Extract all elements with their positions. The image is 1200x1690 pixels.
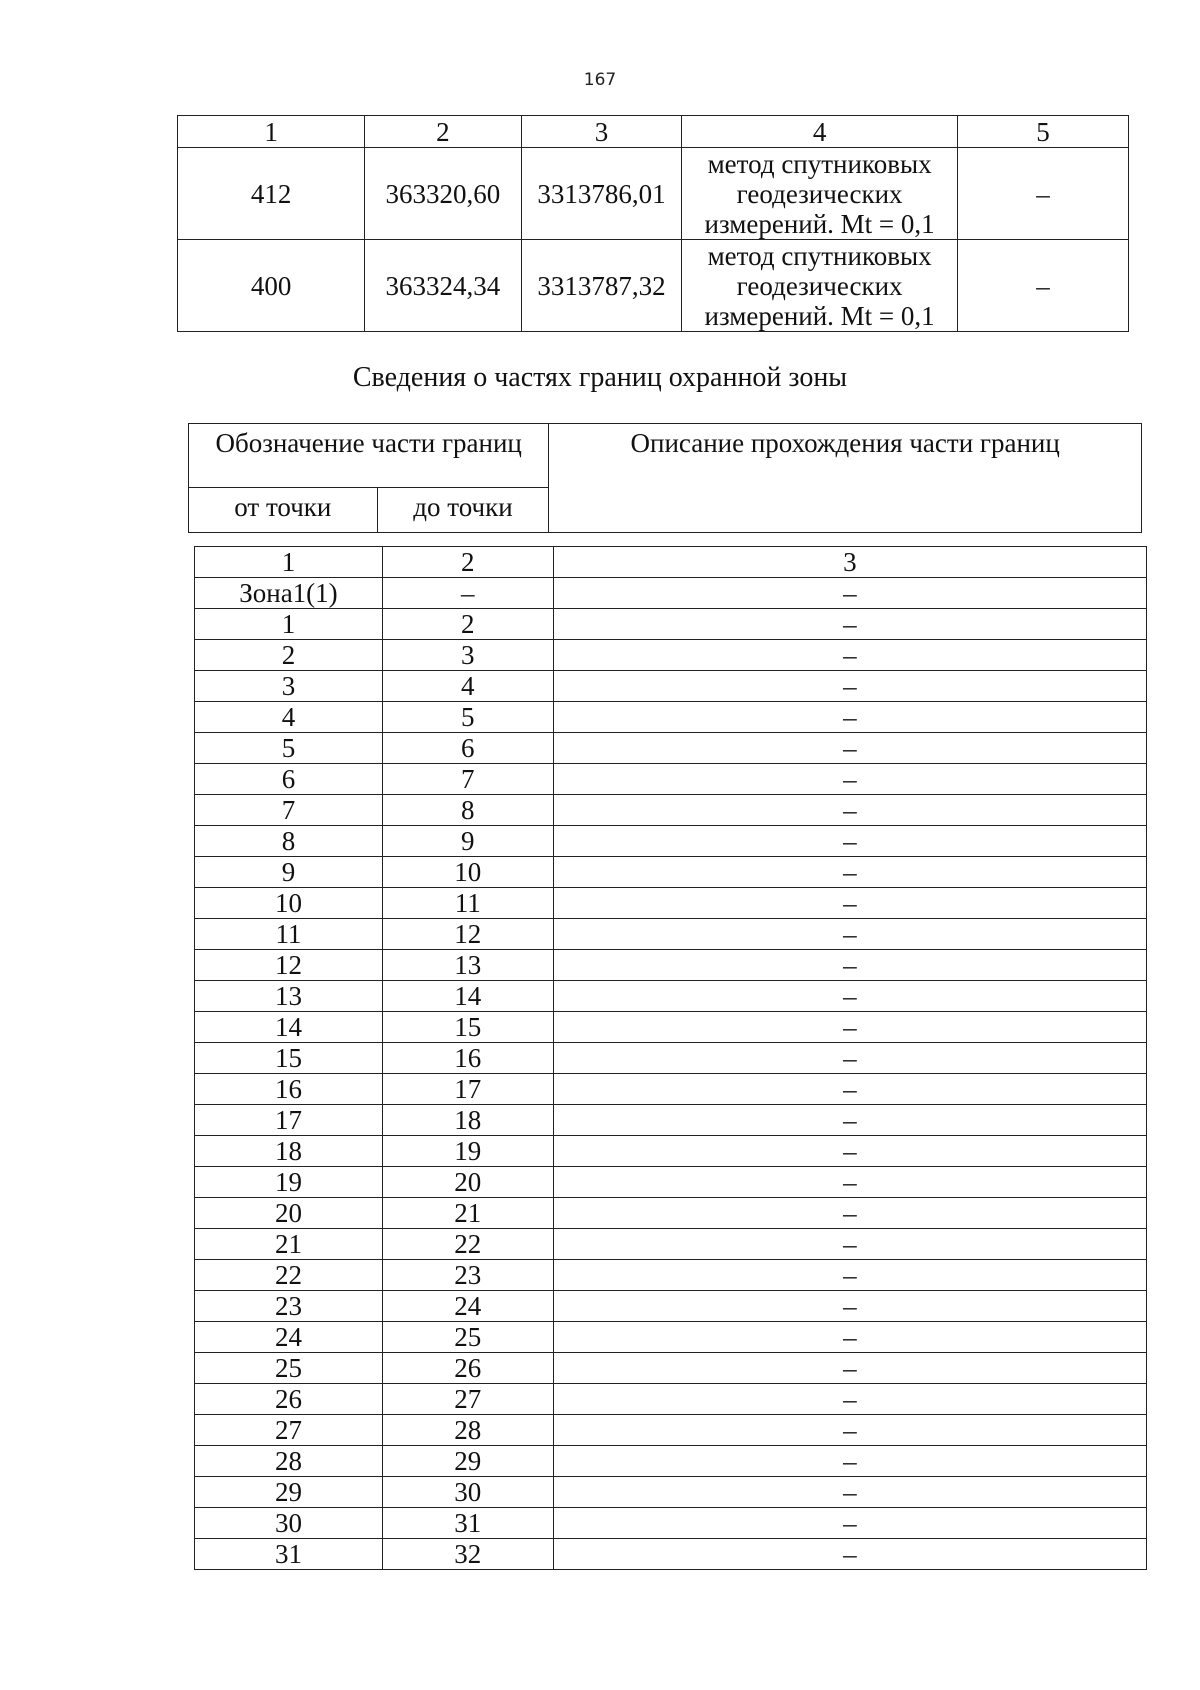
to-point: 22 — [382, 1229, 553, 1260]
part-description: – — [553, 578, 1146, 609]
from-point: 17 — [195, 1105, 383, 1136]
to-point: 14 — [382, 981, 553, 1012]
from-point: 24 — [195, 1322, 383, 1353]
part-description: – — [553, 1198, 1146, 1229]
coordinates-table-header-row — [178, 116, 1129, 148]
table-row — [195, 1322, 1147, 1353]
to-point: 13 — [382, 950, 553, 981]
method-line: измерений. Mt = 0,1 — [704, 300, 935, 331]
from-point: 28 — [195, 1446, 383, 1477]
table-row — [195, 1539, 1147, 1570]
to-point: – — [382, 578, 553, 609]
table-row — [195, 1291, 1147, 1322]
to-point: 25 — [382, 1322, 553, 1353]
page-number: 167 — [583, 70, 617, 90]
table-row — [195, 950, 1147, 981]
part-description: – — [553, 1384, 1146, 1415]
to-point: 10 — [382, 857, 553, 888]
table-row — [195, 1415, 1147, 1446]
to-point-header: до точки — [377, 488, 549, 533]
note: – — [957, 148, 1128, 240]
to-point: 28 — [382, 1415, 553, 1446]
from-point: 13 — [195, 981, 383, 1012]
table-row — [178, 240, 1129, 332]
to-point: 32 — [382, 1539, 553, 1570]
table-row — [195, 1012, 1147, 1043]
to-point: 7 — [382, 764, 553, 795]
to-point: 15 — [382, 1012, 553, 1043]
part-description: – — [553, 1415, 1146, 1446]
method-line: метод спутниковых — [707, 148, 932, 179]
from-point: 16 — [195, 1074, 383, 1105]
column-number-5: 5 — [957, 116, 1128, 148]
parts-header-row — [189, 424, 1142, 488]
table-row — [178, 148, 1129, 240]
from-point: 9 — [195, 857, 383, 888]
to-point: 23 — [382, 1260, 553, 1291]
part-description: – — [553, 764, 1146, 795]
part-description: – — [553, 1477, 1146, 1508]
from-point: 10 — [195, 888, 383, 919]
from-point: 25 — [195, 1353, 383, 1384]
table-row — [195, 733, 1147, 764]
part-description: – — [553, 1446, 1146, 1477]
from-point: Зона1(1) — [195, 578, 383, 609]
from-point: 22 — [195, 1260, 383, 1291]
part-description: – — [553, 1322, 1146, 1353]
from-point: 11 — [195, 919, 383, 950]
measurement-method — [682, 148, 958, 240]
from-point: 6 — [195, 764, 383, 795]
designation-header: Обозначение части границ — [189, 424, 549, 488]
from-point: 1 — [195, 609, 383, 640]
to-point: 16 — [382, 1043, 553, 1074]
part-description: – — [553, 1012, 1146, 1043]
part-description: – — [553, 1074, 1146, 1105]
table-row — [195, 919, 1147, 950]
from-point: 12 — [195, 950, 383, 981]
part-description: – — [553, 733, 1146, 764]
part-description: – — [553, 1260, 1146, 1291]
table-row — [195, 1477, 1147, 1508]
part-description: – — [553, 640, 1146, 671]
table-row — [195, 764, 1147, 795]
table-row — [195, 888, 1147, 919]
section-title: Сведения о частях границ охранной зоны — [352, 362, 848, 393]
to-point: 12 — [382, 919, 553, 950]
to-point: 4 — [382, 671, 553, 702]
part-description: – — [553, 1291, 1146, 1322]
table-row — [195, 1446, 1147, 1477]
from-point: 4 — [195, 702, 383, 733]
to-point: 20 — [382, 1167, 553, 1198]
point-number: 412 — [178, 148, 365, 240]
part-description: – — [553, 919, 1146, 950]
to-point: 31 — [382, 1508, 553, 1539]
from-point: 2 — [195, 640, 383, 671]
method-line: геодезических — [736, 270, 903, 301]
from-point: 20 — [195, 1198, 383, 1229]
to-point: 19 — [382, 1136, 553, 1167]
method-line: измерений. Mt = 0,1 — [704, 208, 935, 239]
table-row — [195, 1074, 1147, 1105]
from-point: 5 — [195, 733, 383, 764]
part-description: – — [553, 1539, 1146, 1570]
table-row — [195, 1508, 1147, 1539]
table-row — [195, 795, 1147, 826]
from-point: 19 — [195, 1167, 383, 1198]
parts-table — [194, 546, 1147, 1570]
y-coordinate: 3313787,32 — [521, 240, 682, 332]
part-description: – — [553, 888, 1146, 919]
to-point: 9 — [382, 826, 553, 857]
column-number-2: 2 — [365, 116, 521, 148]
part-description: – — [553, 950, 1146, 981]
table-row — [195, 702, 1147, 733]
column-number-1: 1 — [178, 116, 365, 148]
table-row — [195, 1384, 1147, 1415]
to-point: 30 — [382, 1477, 553, 1508]
table-row — [195, 1167, 1147, 1198]
note: – — [957, 240, 1128, 332]
table-row — [195, 1136, 1147, 1167]
x-coordinate: 363324,34 — [365, 240, 521, 332]
table-row — [195, 1105, 1147, 1136]
from-point: 8 — [195, 826, 383, 857]
to-point: 17 — [382, 1074, 553, 1105]
part-description: – — [553, 1105, 1146, 1136]
to-point: 3 — [382, 640, 553, 671]
table-row — [195, 826, 1147, 857]
from-point: 30 — [195, 1508, 383, 1539]
part-description: – — [553, 1043, 1146, 1074]
column-number-3: 3 — [521, 116, 682, 148]
to-point: 2 — [382, 609, 553, 640]
y-coordinate: 3313786,01 — [521, 148, 682, 240]
part-description: – — [553, 1136, 1146, 1167]
table-row — [195, 1043, 1147, 1074]
part-description: – — [553, 981, 1146, 1012]
table-row — [195, 578, 1147, 609]
from-point: 15 — [195, 1043, 383, 1074]
description-header: Описание прохождения части границ — [549, 424, 1142, 533]
x-coordinate: 363320,60 — [365, 148, 521, 240]
from-point: 14 — [195, 1012, 383, 1043]
to-point: 29 — [382, 1446, 553, 1477]
method-line: геодезических — [736, 178, 903, 209]
from-point: 29 — [195, 1477, 383, 1508]
part-description: – — [553, 857, 1146, 888]
to-point: 5 — [382, 702, 553, 733]
table-row — [195, 1353, 1147, 1384]
table-row — [195, 1260, 1147, 1291]
part-description: – — [553, 702, 1146, 733]
to-point: 6 — [382, 733, 553, 764]
part-description: – — [553, 671, 1146, 702]
to-point: 11 — [382, 888, 553, 919]
to-point: 27 — [382, 1384, 553, 1415]
to-point: 24 — [382, 1291, 553, 1322]
part-description: – — [553, 795, 1146, 826]
coordinates-table — [177, 115, 1129, 332]
from-point-header: от точки — [189, 488, 378, 533]
part-description: – — [553, 1167, 1146, 1198]
point-number: 400 — [178, 240, 365, 332]
table-row — [195, 609, 1147, 640]
from-point: 7 — [195, 795, 383, 826]
part-description: – — [553, 1508, 1146, 1539]
column-number-2: 2 — [382, 547, 553, 578]
column-number-3: 3 — [553, 547, 1146, 578]
from-point: 3 — [195, 671, 383, 702]
method-line: метод спутниковых — [707, 240, 932, 271]
from-point: 26 — [195, 1384, 383, 1415]
table-row — [195, 981, 1147, 1012]
table-row — [195, 671, 1147, 702]
part-description: – — [553, 826, 1146, 857]
numbering-row — [195, 547, 1147, 578]
from-point: 31 — [195, 1539, 383, 1570]
to-point: 21 — [382, 1198, 553, 1229]
table-row — [195, 857, 1147, 888]
column-number-4: 4 — [682, 116, 958, 148]
part-description: – — [553, 609, 1146, 640]
to-point: 8 — [382, 795, 553, 826]
to-point: 26 — [382, 1353, 553, 1384]
table-row — [195, 1229, 1147, 1260]
from-point: 27 — [195, 1415, 383, 1446]
part-description: – — [553, 1353, 1146, 1384]
parts-table-header — [188, 423, 1142, 533]
column-number-1: 1 — [195, 547, 383, 578]
from-point: 23 — [195, 1291, 383, 1322]
to-point: 18 — [382, 1105, 553, 1136]
table-row — [195, 640, 1147, 671]
table-row — [195, 1198, 1147, 1229]
part-description: – — [553, 1229, 1146, 1260]
from-point: 18 — [195, 1136, 383, 1167]
measurement-method — [682, 240, 958, 332]
from-point: 21 — [195, 1229, 383, 1260]
